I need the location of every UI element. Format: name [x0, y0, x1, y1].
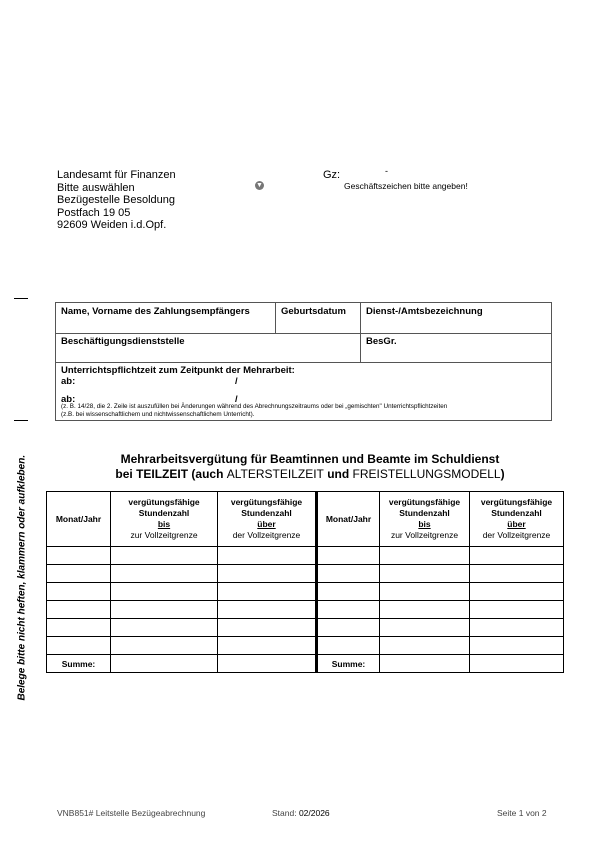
address-block: [57, 169, 176, 232]
sum-ueber-right[interactable]: [470, 655, 564, 673]
fold-mark: [14, 298, 28, 299]
table-row: [47, 565, 564, 583]
table-header-row: [47, 492, 564, 547]
table-row: [47, 583, 564, 601]
sum-bis-right[interactable]: [380, 655, 470, 673]
table-row: [47, 637, 564, 655]
col-hours-ueber-left: vergütungsfähige Stundenzahl über der Vollzeitgrenze: [218, 492, 317, 547]
footer-form-id: VNB851# Leitstelle Bezügeabrechnung: [57, 808, 206, 818]
address-line-1: Landesamt für Finanzen: [57, 169, 176, 181]
duty-label: Unterrichtspflichtzeit zum Zeitpunkt der Mehrarbeit:: [61, 365, 295, 376]
duty-from-2-label: ab:: [61, 394, 76, 405]
col-month-left: Monat/Jahr: [47, 492, 111, 547]
punch-mark: [14, 420, 28, 421]
birthdate-field[interactable]: Geburtsdatum: [281, 306, 346, 317]
duty-note-1: (z. B. 14/28, die 2. Zeile ist auszufüllen bei Änderungen während des Abrechnungszeitraums oder bei „gemischten" Unterrichtspflichtzeiten: [61, 403, 448, 410]
table-row: [47, 547, 564, 565]
col-hours-ueber-right: vergütungsfähige Stundenzahl über der Vollzeitgrenze: [470, 492, 564, 547]
gz-hint: Geschäftszeichen bitte angeben!: [344, 181, 468, 191]
sum-label-left: Summe:: [47, 655, 111, 673]
overtime-table: [46, 491, 564, 673]
chevron-down-icon[interactable]: ▼: [256, 182, 263, 189]
address-line-3: Bezügestelle Besoldung: [57, 194, 176, 206]
table-sum-row: [47, 655, 564, 673]
sum-ueber-left[interactable]: [218, 655, 317, 673]
footer-page: Seite 1 von 2: [497, 808, 547, 818]
form-subtitle: bei TEILZEIT (auch ALTERSTEILZEIT und FREISTELLUNGSMODELL): [115, 467, 505, 481]
table-row: [47, 601, 564, 619]
recipient-info-box: [55, 302, 552, 421]
footer-stand: Stand: 02/2026: [272, 808, 330, 818]
besgr-field[interactable]: BesGr.: [366, 336, 397, 347]
duty-from-1-label: ab:: [61, 376, 76, 387]
duty-note-2: (z.B. bei wissenschaftlichem und nichtwissenschaftlichem Unterricht).: [61, 411, 255, 418]
side-instruction: Belege bitte nicht heften, klammern oder aufkleben.: [16, 454, 28, 701]
form-title: Mehrarbeitsvergütung für Beamtinnen und Beamte im Schuldienst: [120, 452, 500, 466]
duty-slash-1[interactable]: /: [235, 376, 238, 387]
gz-field[interactable]: -: [385, 166, 388, 176]
duty-slash-2[interactable]: /: [235, 394, 238, 405]
col-month-right: Monat/Jahr: [317, 492, 380, 547]
table-row: [47, 619, 564, 637]
employer-field[interactable]: Beschäftigungsdienststelle: [61, 336, 185, 347]
col-hours-bis-left: vergütungsfähige Stundenzahl bis zur Vollzeitgrenze: [111, 492, 218, 547]
office-title-field[interactable]: Dienst-/Amtsbezeichnung: [366, 306, 483, 317]
name-field[interactable]: Name, Vorname des Zahlungsempfängers: [61, 306, 250, 317]
gz-label: Gz:: [323, 169, 341, 181]
sum-label-right: Summe:: [317, 655, 380, 673]
address-line-5: 92609 Weiden i.d.Opf.: [57, 219, 167, 231]
sum-bis-left[interactable]: [111, 655, 218, 673]
col-hours-bis-right: vergütungsfähige Stundenzahl bis zur Vollzeitgrenze: [380, 492, 470, 547]
office-select[interactable]: Bitte auswählen: [57, 181, 135, 194]
address-line-4: Postfach 19 05: [57, 206, 131, 219]
